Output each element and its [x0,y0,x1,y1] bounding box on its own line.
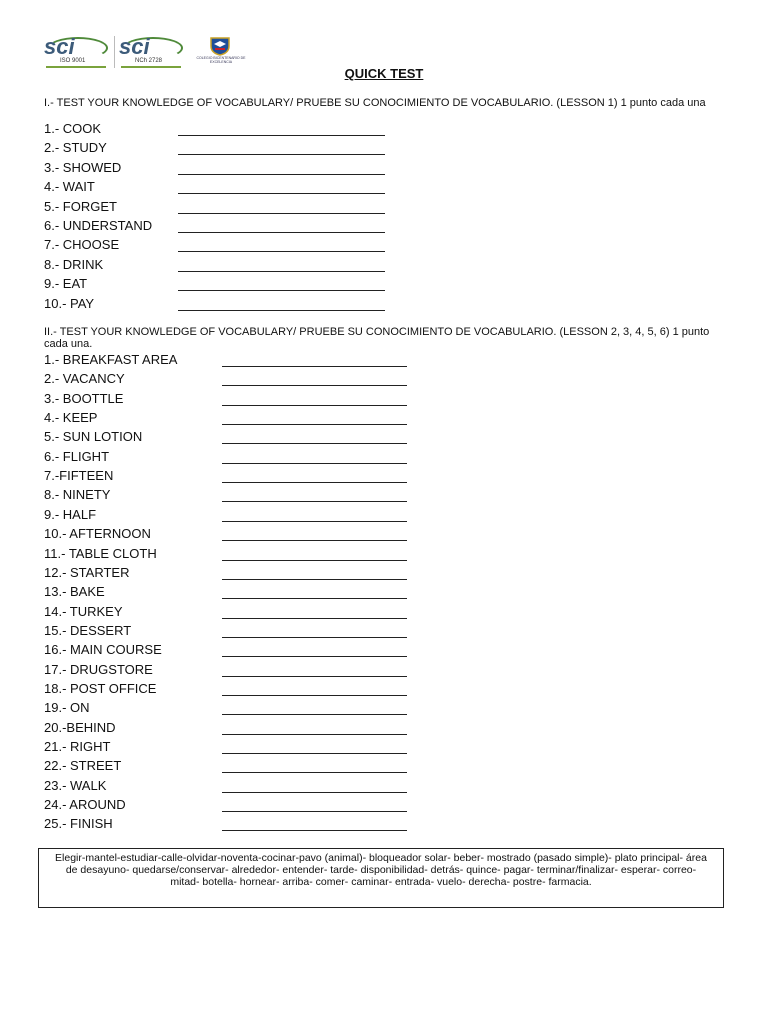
vocabulary-item: 7.-FIFTEEN [44,468,114,484]
answer-blank-line[interactable] [178,135,385,136]
vocabulary-item: 11.- TABLE CLOTH [44,545,157,561]
vocabulary-item: 21.- RIGHT [44,739,111,754]
answer-blank-line[interactable] [222,521,407,522]
answer-blank-line[interactable] [222,366,407,367]
header-logos [44,36,251,70]
vocabulary-item: 15.- DESSERT [44,622,132,638]
vocabulary-item: 1.- COOK [44,121,102,136]
answer-blank-line[interactable] [178,213,385,214]
vocabulary-item: 9.- HALF [44,506,97,522]
answer-blank-line[interactable] [222,463,407,464]
sci-logo-cert: NCh 2728 [135,58,163,64]
vocabulary-item: 4.- WAIT [44,179,95,195]
word-bank: Elegir-mantel-estudiar-calle-olvidar-noventa-cocinar-pavo (animal)- bloqueador solar- beber- mostrado (pasado simple)- plato principal- área de desayuno- quedarse/conservar- alrededor- entender- tarde- disponibilidad- detrás- quince- pagar- terminar/finalizar- esperar- correo- mitad- botella- hornear- arriba- comer- caminar- entrada- vuelo- derecha- postre- farmacia. [38,848,724,908]
vocabulary-item: 10.- AFTERNOON [44,526,151,542]
vocabulary-item: 12.- STARTER [44,564,130,580]
school-shield-icon [209,36,231,56]
answer-blank-line[interactable] [222,540,407,541]
answer-blank-line[interactable] [222,385,407,386]
vocabulary-item: 10.- PAY [44,295,95,311]
vocabulary-item: 9.- EAT [44,276,88,292]
vocabulary-item: 8.- DRINK [44,256,104,272]
vocabulary-item: 3.- SHOWED [44,159,122,175]
vocabulary-item: 1.- BREAKFAST AREA [44,352,178,367]
vocabulary-item: 7.- CHOOSE [44,237,120,253]
vocabulary-item: 13.- BAKE [44,584,105,600]
vocabulary-item: 22.- STREET [44,758,122,774]
vocabulary-item: 16.- MAIN COURSE [44,642,162,658]
answer-blank-line[interactable] [178,271,385,272]
answer-blank-line[interactable] [178,174,385,175]
vocabulary-item: 20.-BEHIND [44,719,116,735]
answer-blank-line[interactable] [222,656,407,657]
vocabulary-item: 24.- AROUND [44,797,126,813]
answer-blank-line[interactable] [178,251,385,252]
answer-blank-line[interactable] [222,811,407,812]
vocabulary-item: 3.- BOOTTLE [44,390,124,406]
answer-blank-line[interactable] [222,618,407,619]
answer-blank-line[interactable] [222,714,407,715]
vocabulary-item: 23.- WALK [44,777,107,793]
vocabulary-item: 6.- FLIGHT [44,448,110,464]
school-logo-caption: COLEGIO BICENTENARIO DE EXCELENCIA [196,56,246,64]
vocabulary-item: 18.- POST OFFICE [44,680,157,696]
answer-blank-line[interactable] [178,290,385,291]
answer-blank-line[interactable] [222,501,407,502]
answer-blank-line[interactable] [178,310,385,311]
vocabulary-item: 2.- VACANCY [44,371,125,387]
answer-blank-line[interactable] [222,598,407,599]
sci-logo-cert: ISO 9001 [60,58,86,64]
answer-blank-line[interactable] [222,676,407,677]
vocabulary-item: 14.- TURKEY [44,603,123,619]
vocabulary-item: 2.- STUDY [44,140,107,156]
page-title: QUICK TEST [344,66,424,81]
answer-blank-line[interactable] [222,772,407,773]
sci-logo-mark: sci [44,34,75,59]
answer-blank-line[interactable] [222,830,407,831]
answer-blank-line[interactable] [222,482,407,483]
answer-blank-line[interactable] [222,753,407,754]
vocabulary-item: 25.- FINISH [44,816,113,832]
sci-nch-logo [119,36,185,70]
answer-blank-line[interactable] [222,443,407,444]
sci-iso-logo [44,36,110,70]
answer-blank-line[interactable] [222,405,407,406]
answer-blank-line[interactable] [222,579,407,580]
vocabulary-item: 5.- SUN LOTION [44,429,143,445]
vocabulary-item: 17.- DRUGSTORE [44,661,153,677]
answer-blank-line[interactable] [178,193,385,194]
vocabulary-item: 5.- FORGET [44,198,117,214]
answer-blank-line[interactable] [222,560,407,561]
answer-blank-line[interactable] [178,232,385,233]
answer-blank-line[interactable] [178,154,385,155]
section-2-instruction: II.- TEST YOUR KNOWLEDGE OF VOCABULARY/ PRUEBE SU CONOCIMIENTO DE VOCABULARIO. (LESSON 2, 3, 4, 5, 6) 1 punto cada una. [44,326,710,350]
vocabulary-item: 19.- ON [44,700,90,716]
vocabulary-item: 4.- KEEP [44,410,98,426]
logo-divider [114,36,115,68]
answer-blank-line[interactable] [222,695,407,696]
answer-blank-line[interactable] [222,734,407,735]
section-1-instruction: I.- TEST YOUR KNOWLEDGE OF VOCABULARY/ PRUEBE SU CONOCIMIENTO DE VOCABULARIO. (LESSON 1) 1 punto cada una [44,97,706,109]
answer-blank-line[interactable] [222,637,407,638]
school-logo [191,36,251,70]
vocabulary-item: 6.- UNDERSTAND [44,218,153,233]
sci-logo-mark: sci [119,34,150,59]
vocabulary-item: 8.- NINETY [44,487,111,503]
answer-blank-line[interactable] [222,792,407,793]
answer-blank-line[interactable] [222,424,407,425]
